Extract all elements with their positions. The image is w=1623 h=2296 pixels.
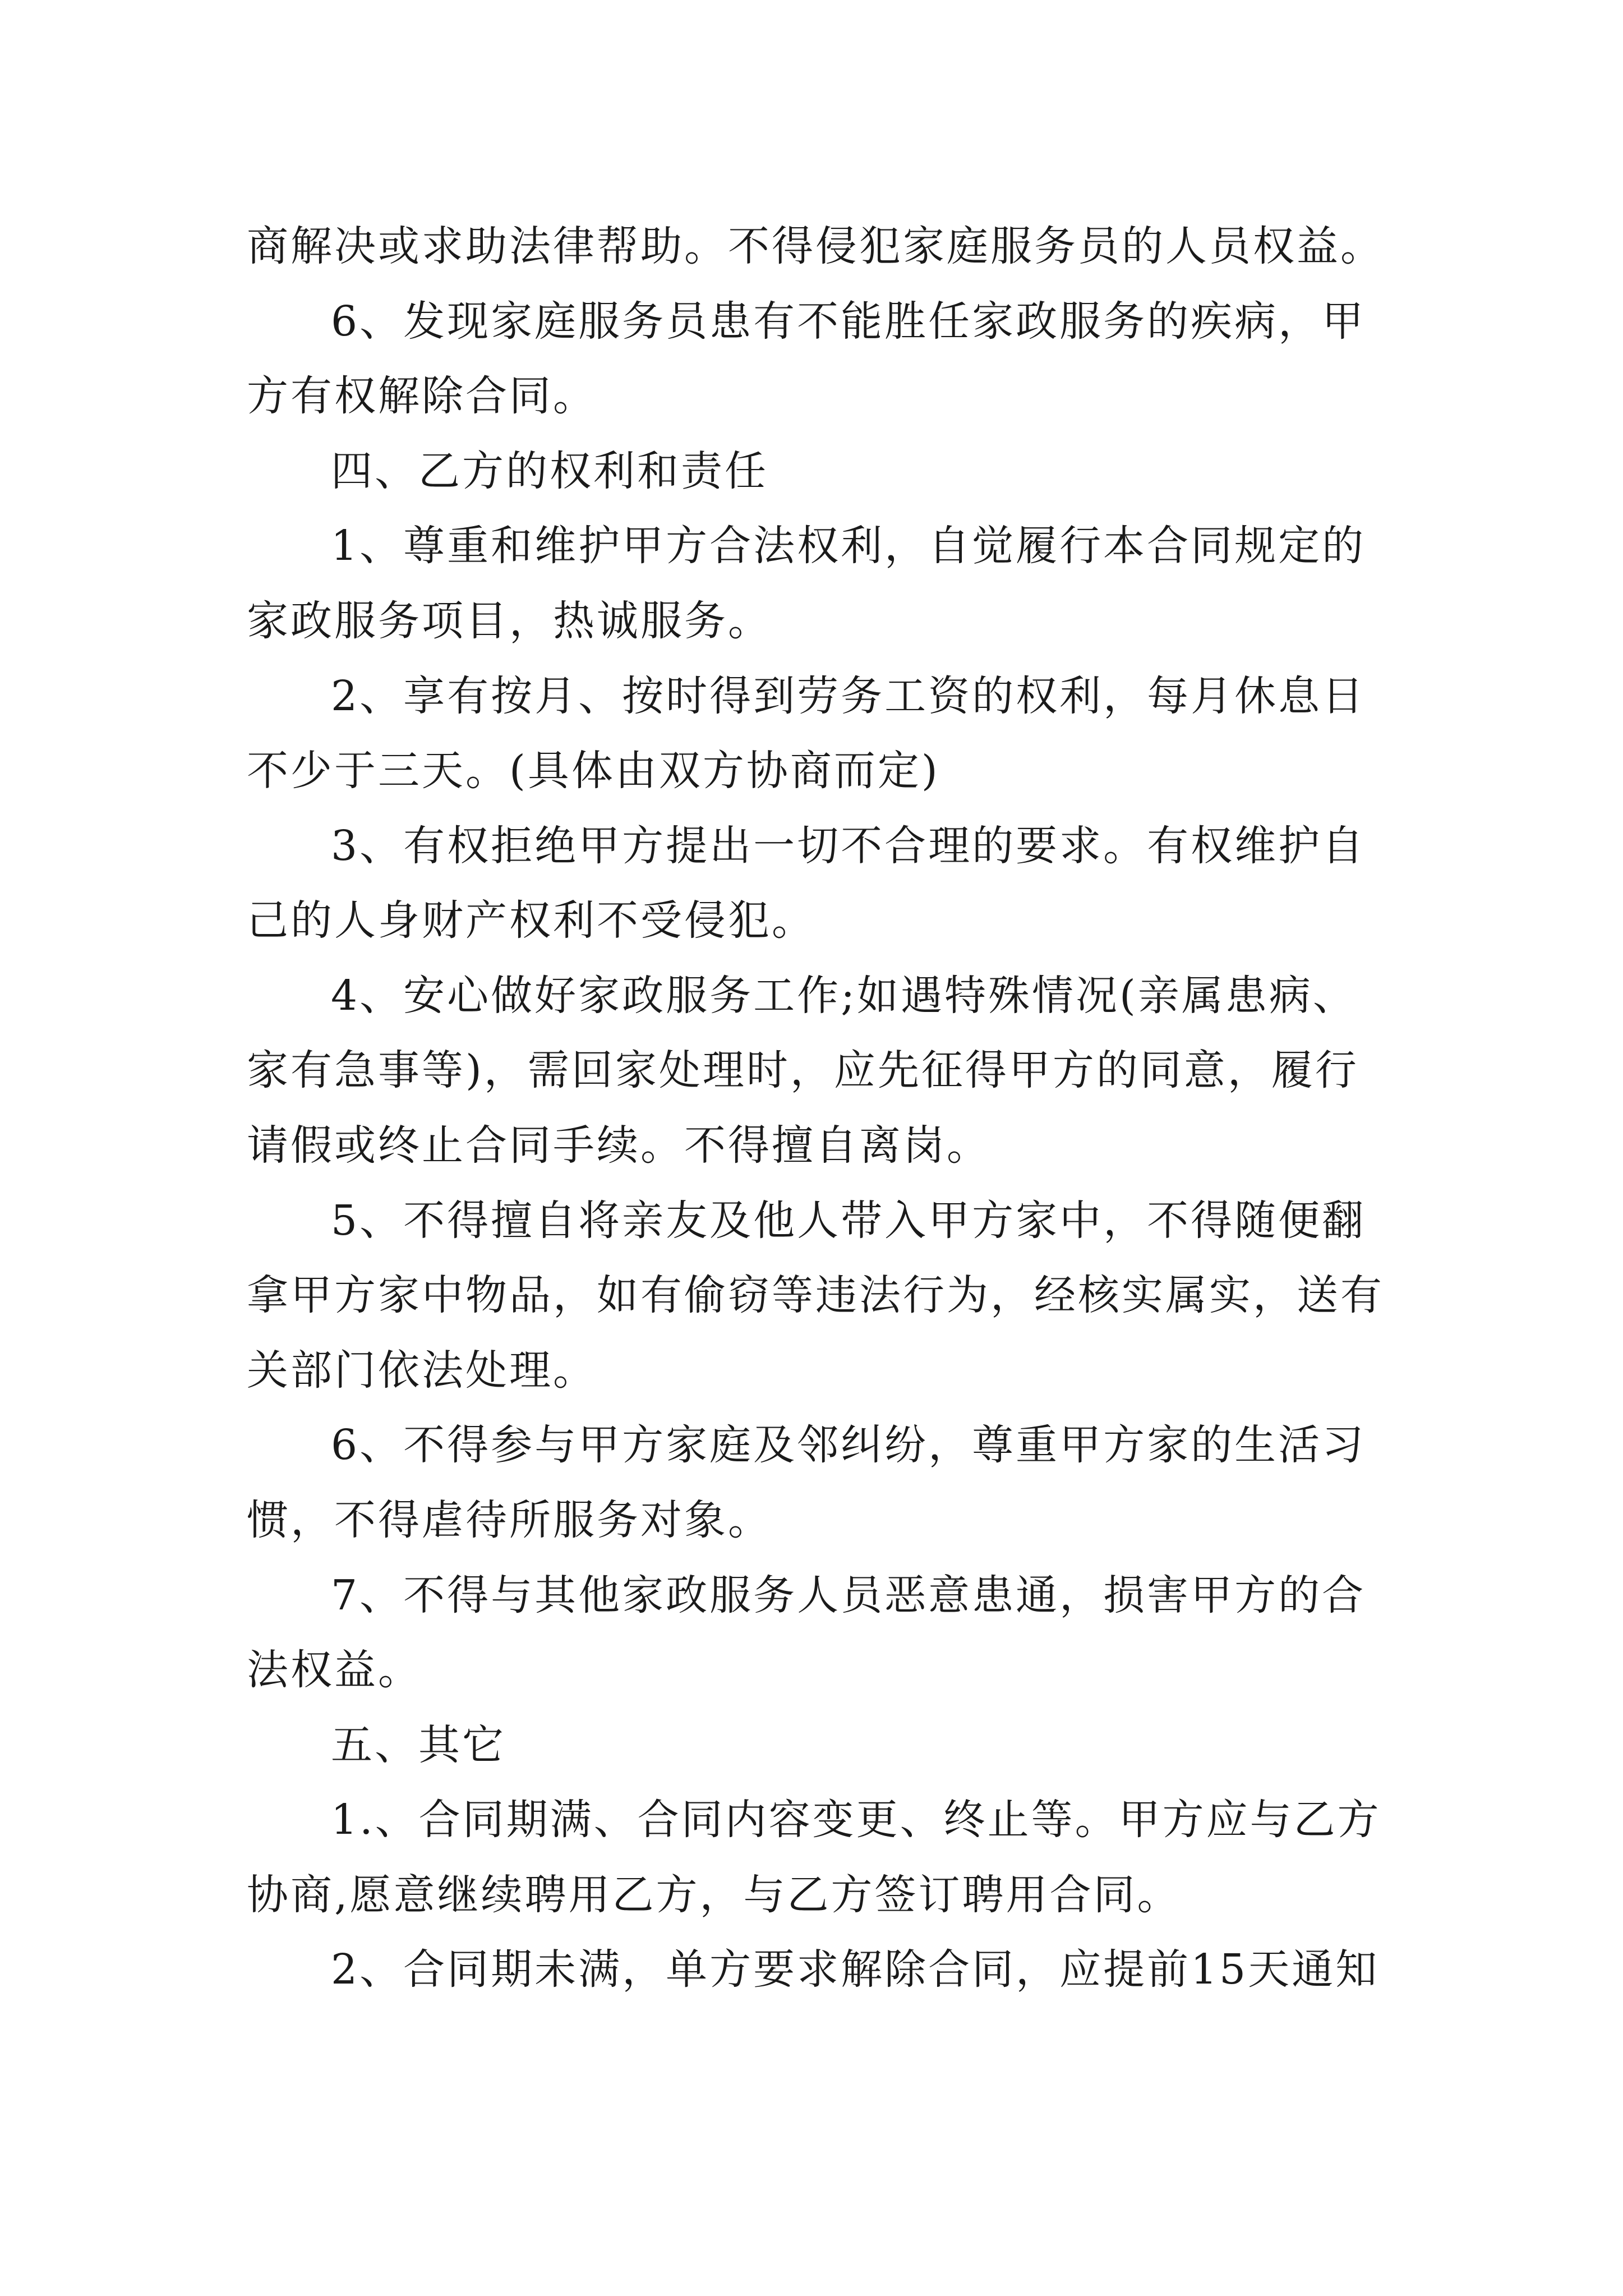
text-line: 法权益。 [247,1646,422,1694]
text-line: 6、不得参与甲方家庭及邻纠纷，尊重甲方家的生活习 [331,1421,1366,1469]
text-line: 7、不得与其他家政服务人员恶意患通，损害甲方的合 [331,1571,1366,1619]
text-line: 协商,愿意继续聘用乙方，与乙方签订聘用合同。 [247,1871,1181,1919]
text-line: 2、享有按月、按时得到劳务工资的权利，每月休息日 [331,672,1366,720]
text-line: 3、有权拒绝甲方提出一切不合理的要求。有权维护自 [331,822,1366,870]
text-line: 请假或终止合同手续。不得擅自离岗。 [247,1121,990,1170]
text-line: 家政服务项目，热诚服务。 [247,597,772,645]
text-line: 4、安心做好家政服务工作;如遇特殊情况(亲属患病、 [331,972,1357,1020]
text-line: 家有急事等)，需回家处理时，应先征得甲方的同意，履行 [247,1046,1359,1094]
text-line: 惯，不得虐待所服务对象。 [247,1496,772,1544]
text-line: 方有权解除合同。 [247,372,597,420]
text-line: 不少于三天。(具体由双方协商而定) [247,747,940,795]
text-line: 5、不得擅自将亲友及他人带入甲方家中，不得随便翻 [331,1197,1366,1245]
text-line: 商解决或求助法律帮助。不得侵犯家庭服务员的人员权益。 [247,222,1384,270]
text-line: 关部门依法处理。 [247,1346,597,1395]
text-line: 1.、合同期满、合同内容变更、终止等。甲方应与乙方 [331,1796,1381,1844]
section-heading: 四、乙方的权利和责任 [331,447,768,495]
text-line: 拿甲方家中物品，如有偷窃等违法行为，经核实属实，送有 [247,1271,1384,1319]
text-line: 1、尊重和维护甲方合法权利，自觉履行本合同规定的 [331,522,1366,570]
text-line: 己的人身财产权利不受侵犯。 [247,896,815,945]
text-line: 2、合同期未满，单方要求解除合同，应提前15天通知 [331,1945,1380,1994]
section-heading: 五、其它 [331,1721,506,1769]
text-line: 6、发现家庭服务员患有不能胜任家政服务的疾病，甲 [331,297,1366,346]
